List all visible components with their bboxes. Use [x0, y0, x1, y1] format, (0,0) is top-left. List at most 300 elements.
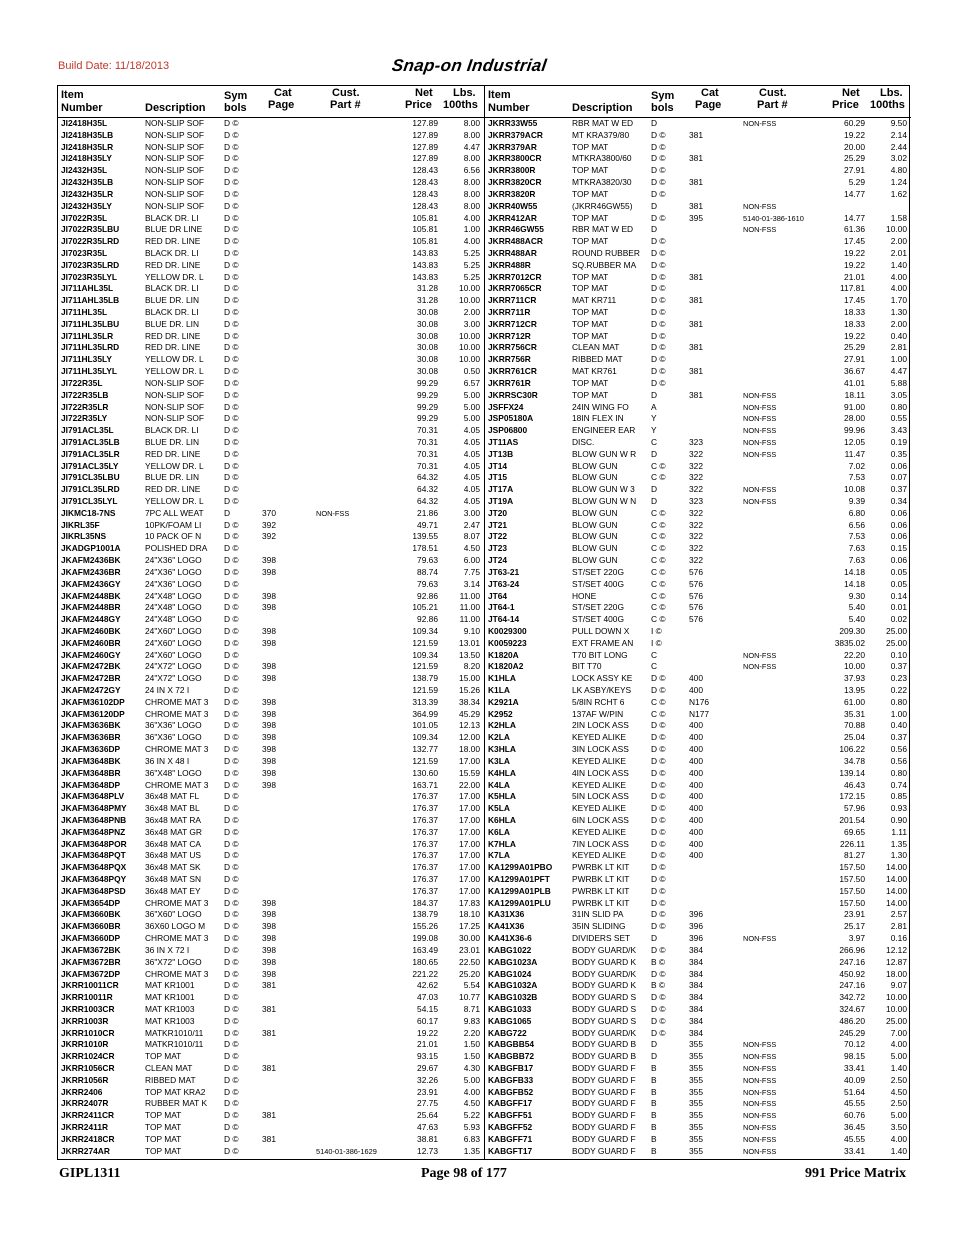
- net-price: 47.63: [417, 1122, 438, 1133]
- item-number: JKRR761R: [488, 377, 531, 388]
- description: 36x48 MAT RA: [145, 814, 202, 825]
- table-row: [58, 1028, 484, 1040]
- description: TOP MAT: [572, 141, 609, 152]
- table-row: [485, 165, 911, 177]
- item-number: JKAFM3672DP: [61, 968, 121, 979]
- symbols: D ©: [224, 850, 239, 861]
- footer-page-number: Page 98 of 177: [421, 1166, 507, 1181]
- net-price: 21.01: [844, 271, 865, 282]
- weight: 4.50: [463, 1098, 480, 1109]
- catalog-page: 355: [689, 1074, 703, 1085]
- item-number: JKAFM3672BR: [61, 956, 121, 967]
- item-number: JKRRSC30R: [488, 389, 538, 400]
- item-number: JI7023R35LRD: [61, 259, 120, 270]
- weight: 2.57: [890, 909, 907, 920]
- customer-part: NON-FSS: [743, 1123, 777, 1133]
- description: CLEAN MAT: [145, 1063, 193, 1073]
- net-price: 176.37: [412, 814, 438, 825]
- description: KEYED ALIKE: [572, 779, 626, 790]
- catalog-page: 400: [689, 755, 703, 766]
- catalog-page: 398: [262, 968, 276, 979]
- table-row: [485, 531, 911, 543]
- net-price: 19.22: [844, 129, 865, 140]
- item-number: JI791ACL35LY: [61, 460, 119, 471]
- table-row: [485, 1063, 911, 1075]
- description: EXT FRAME AN: [572, 637, 634, 648]
- catalog-page: 381: [689, 389, 703, 400]
- symbols: D ©: [224, 555, 239, 566]
- weight: 4.47: [890, 366, 907, 377]
- symbols: D ©: [224, 968, 239, 979]
- net-price: 13.95: [844, 685, 865, 695]
- table-row: [58, 1016, 484, 1028]
- symbols: C: [651, 661, 658, 672]
- net-price: 139.55: [412, 531, 438, 542]
- net-price: 184.37: [412, 897, 438, 908]
- table-row: [58, 366, 484, 378]
- net-price: 12.05: [844, 436, 865, 447]
- item-number: JKAFM2448BR: [61, 602, 121, 613]
- description: 36x48 MAT EY: [145, 885, 201, 896]
- table-row: [58, 650, 484, 662]
- description: BLOW GUN: [572, 460, 618, 471]
- table-row: [58, 236, 484, 248]
- item-number: JKRR2406: [61, 1086, 103, 1097]
- description: 36x48 MAT FL: [145, 791, 200, 802]
- description: TOP MAT: [572, 283, 609, 294]
- weight: 11.00: [459, 614, 480, 625]
- table-row: [485, 177, 911, 189]
- customer-part: NON-FSS: [743, 1146, 777, 1156]
- table-row: [485, 1134, 911, 1146]
- table-row: [485, 815, 911, 827]
- net-price: 70.31: [417, 425, 438, 436]
- table-row: [485, 390, 911, 402]
- item-number: K6HLA: [488, 814, 516, 825]
- table-row: [58, 945, 484, 957]
- item-number: JKAFM3648PMY: [61, 803, 127, 814]
- symbols: D ©: [224, 283, 239, 294]
- catalog-page: N177: [689, 708, 710, 719]
- weight: 0.34: [890, 496, 907, 506]
- item-number: JKAFM3648PQX: [61, 862, 127, 873]
- catalog-page: 322: [689, 472, 703, 483]
- item-number: JSFFX24: [488, 401, 524, 412]
- table-row: [58, 425, 484, 437]
- table-row: [58, 390, 484, 402]
- net-price: 25.29: [844, 153, 865, 164]
- net-price: 127.89: [412, 129, 438, 140]
- symbols: D ©: [224, 1086, 239, 1097]
- description: RED DR. LINE: [145, 342, 201, 353]
- description: 24"X60" LOGO: [145, 625, 202, 636]
- weight: 0.06: [890, 519, 907, 530]
- description: MTKRA3800/60: [572, 153, 632, 164]
- net-price: 64.32: [417, 484, 438, 495]
- description: NON-SLIP SOF: [145, 153, 204, 164]
- table-row: [58, 213, 484, 225]
- description: MATKR1010/11: [145, 1027, 204, 1038]
- description: BODY GUARD/K: [572, 968, 637, 979]
- customer-part: NON-FSS: [743, 662, 777, 672]
- symbols: D: [651, 200, 658, 211]
- table-row: [485, 260, 911, 272]
- description: BLUE DR LINE: [145, 224, 203, 235]
- catalog-page: 322: [689, 531, 703, 542]
- symbols: D ©: [651, 318, 666, 329]
- description: NON-SLIP SOF: [145, 413, 204, 424]
- table-row: [58, 579, 484, 591]
- item-number: KABG1033: [488, 1003, 532, 1014]
- symbols: D ©: [224, 566, 239, 577]
- symbols: A: [651, 401, 657, 412]
- table-row: [485, 425, 911, 437]
- symbols: D ©: [651, 1003, 666, 1014]
- table-row: [485, 213, 911, 225]
- weight: 25.00: [886, 1015, 907, 1026]
- table-row: [485, 555, 911, 567]
- table-row: [485, 685, 911, 697]
- table-row: [58, 1075, 484, 1087]
- table-row: [58, 283, 484, 295]
- description: 36X60 LOGO M: [145, 921, 206, 932]
- header-bols: bols: [651, 102, 674, 114]
- table-row: [58, 378, 484, 390]
- symbols: D ©: [224, 874, 239, 884]
- table-row: [485, 461, 911, 473]
- item-number: JKRR3820CR: [488, 177, 542, 188]
- symbols: D ©: [651, 283, 666, 294]
- description: RED DR. LINE: [145, 330, 201, 341]
- net-price: 79.63: [417, 555, 438, 566]
- net-price: 128.43: [412, 200, 438, 211]
- weight: 1.40: [890, 259, 907, 270]
- symbols: C ©: [651, 696, 666, 707]
- item-number: K5LA: [488, 803, 510, 814]
- weight: 17.00: [459, 814, 480, 825]
- table-row: [485, 496, 911, 508]
- table-row: [485, 945, 911, 957]
- table-row: [485, 413, 911, 425]
- weight: 17.00: [459, 862, 480, 873]
- description: YELLOW DR. L: [145, 354, 204, 365]
- net-price: 30.08: [417, 307, 438, 317]
- item-number: JKRR488ACR: [488, 236, 543, 247]
- table-row: [485, 543, 911, 555]
- symbols: B: [651, 1074, 657, 1085]
- description: BODY GUARD F: [572, 1086, 636, 1097]
- item-number: JI2418H35LR: [61, 141, 114, 152]
- catalog-page: 398: [262, 944, 276, 955]
- table-row: [485, 189, 911, 201]
- item-number: KABGBB54: [488, 1039, 535, 1050]
- net-price: 6.56: [848, 519, 865, 530]
- catalog-page: 398: [262, 590, 276, 601]
- symbols: Y: [651, 425, 657, 436]
- net-price: 17.45: [844, 236, 865, 247]
- weight: 0.56: [890, 744, 907, 755]
- catalog-page: 381: [689, 271, 703, 282]
- net-price: 99.29: [417, 401, 438, 412]
- weight: 17.00: [459, 826, 480, 837]
- symbols: D ©: [224, 330, 239, 341]
- net-price: 21.01: [417, 1039, 438, 1050]
- net-price: 121.59: [412, 755, 438, 766]
- weight: 2.44: [890, 141, 907, 152]
- item-number: KA41X36: [488, 921, 525, 932]
- symbols: D ©: [224, 496, 239, 506]
- net-price: 3835.02: [834, 637, 865, 648]
- description: TOP MAT: [145, 1145, 182, 1156]
- right-column: [485, 86, 911, 1159]
- catalog-page: 396: [689, 909, 703, 920]
- table-row: [485, 472, 911, 484]
- item-number: JKAFM3648PNB: [61, 814, 127, 825]
- catalog-page: 395: [689, 212, 703, 223]
- catalog-page: 400: [689, 850, 703, 861]
- item-number: JI7022R35LBU: [61, 224, 120, 235]
- description: (JKRR46GW55): [572, 200, 633, 211]
- weight: 12.00: [459, 732, 480, 743]
- item-number: JKRR1010CR: [61, 1027, 115, 1038]
- item-number: JSP06800: [488, 425, 528, 436]
- weight: 17.00: [459, 838, 480, 849]
- left-column: [58, 86, 484, 1159]
- catalog-page: 384: [689, 1003, 703, 1014]
- weight: 1.40: [890, 1063, 907, 1073]
- table-row: [58, 248, 484, 260]
- item-number: JKAFM3660BR: [61, 921, 121, 932]
- description: NON-SLIP SOF: [145, 188, 204, 199]
- catalog-page: 576: [689, 578, 703, 589]
- symbols: D ©: [224, 307, 239, 317]
- description: BLUE DR. LIN: [145, 472, 199, 483]
- header-sym: Sym: [651, 90, 675, 102]
- item-number: JI7022R35L: [61, 212, 108, 223]
- item-number: JI722R35LR: [61, 401, 109, 412]
- weight: 5.25: [463, 271, 480, 282]
- item-number: JKAFM36120DP: [61, 708, 125, 719]
- customer-part: NON-FSS: [743, 414, 777, 424]
- table-header: [485, 86, 911, 118]
- net-price: 199.08: [412, 933, 438, 944]
- item-number: K1820A2: [488, 661, 524, 672]
- table-row: [485, 1039, 911, 1051]
- net-price: 7.53: [848, 531, 865, 542]
- catalog-page: 398: [262, 956, 276, 967]
- table-row: [485, 886, 911, 898]
- symbols: D ©: [224, 247, 239, 258]
- table-row: [485, 508, 911, 520]
- item-number: JKRR488R: [488, 259, 531, 270]
- net-price: 450.92: [839, 968, 865, 979]
- net-price: 324.67: [839, 1003, 865, 1014]
- net-price: 27.91: [844, 354, 865, 365]
- net-price: 70.31: [417, 436, 438, 447]
- weight: 1.35: [890, 838, 907, 849]
- symbols: D ©: [224, 602, 239, 613]
- table-row: [485, 602, 911, 614]
- weight: 17.00: [459, 874, 480, 884]
- header-price: Price: [405, 99, 432, 111]
- symbols: D ©: [224, 814, 239, 825]
- table-row: [58, 472, 484, 484]
- table-row: [485, 980, 911, 992]
- table-row: [58, 1087, 484, 1099]
- symbols: B ©: [651, 980, 666, 991]
- weight: 17.83: [459, 897, 480, 908]
- catalog-page: 381: [689, 366, 703, 377]
- table-row: [485, 1004, 911, 1016]
- customer-part: NON-FSS: [743, 1087, 777, 1097]
- description: 24"X36" LOGO: [145, 555, 202, 566]
- weight: 4.50: [463, 543, 480, 554]
- symbols: D ©: [224, 271, 239, 282]
- symbols: D ©: [651, 803, 666, 814]
- weight: 5.00: [463, 401, 480, 412]
- weight: 0.37: [890, 661, 907, 672]
- description: BLOW GUN W R: [572, 448, 637, 459]
- table-row: [485, 673, 911, 685]
- symbols: D ©: [224, 732, 239, 743]
- weight: 25.20: [459, 968, 480, 979]
- net-price: 79.63: [417, 578, 438, 589]
- symbols: D ©: [224, 212, 239, 223]
- description: BODY GUARD/K: [572, 1027, 637, 1038]
- item-number: JT19A: [488, 496, 514, 506]
- symbols: D ©: [224, 531, 239, 542]
- table-row: [485, 307, 911, 319]
- symbols: D ©: [224, 1122, 239, 1133]
- net-price: 25.64: [417, 1110, 438, 1121]
- header-lbs: Lbs.: [880, 87, 903, 99]
- description: RUBBER MAT K: [145, 1098, 208, 1109]
- net-price: 64.32: [417, 496, 438, 506]
- header-bols: bols: [224, 102, 247, 114]
- item-number: KABGFB33: [488, 1074, 534, 1085]
- catalog-page: 400: [689, 767, 703, 778]
- catalog-page: 381: [262, 1027, 276, 1038]
- catalog-page: 381: [262, 1133, 276, 1144]
- catalog-page: 398: [262, 897, 276, 908]
- item-number: JKRR7065CR: [488, 283, 542, 294]
- table-row: [58, 780, 484, 792]
- item-number: JT22: [488, 531, 508, 542]
- customer-part: NON-FSS: [743, 1134, 777, 1144]
- symbols: D: [651, 224, 658, 235]
- symbols: D ©: [651, 354, 666, 365]
- item-number: K2921A: [488, 696, 519, 707]
- table-row: [58, 815, 484, 827]
- item-number: K1HLA: [488, 673, 516, 684]
- item-number: JI791CL35LYL: [61, 496, 118, 506]
- description: 36"X60" LOGO: [145, 909, 202, 920]
- weight: 17.25: [459, 921, 480, 932]
- table-row: [58, 260, 484, 272]
- description: KEYED ALIKE: [572, 755, 626, 766]
- symbols: B: [651, 1145, 657, 1156]
- weight: 5.00: [463, 413, 480, 424]
- table-row: [485, 354, 911, 366]
- catalog-page: 322: [689, 519, 703, 530]
- net-price: 33.41: [844, 1063, 865, 1073]
- description: CHROME MAT 3: [145, 744, 209, 755]
- item-number: JKRR10011CR: [61, 980, 119, 991]
- header-part: Part #: [757, 99, 788, 111]
- item-number: JKRR2411R: [61, 1122, 109, 1133]
- weight: 5.54: [463, 980, 480, 991]
- net-price: 7.63: [848, 555, 865, 566]
- catalog-page: 398: [262, 673, 276, 684]
- header-price: Price: [832, 99, 859, 111]
- item-number: JT63-24: [488, 578, 520, 589]
- symbols: D ©: [224, 1110, 239, 1121]
- catalog-page: 398: [262, 555, 276, 566]
- item-number: KA1299A01PLU: [488, 897, 551, 908]
- weight: 9.07: [890, 980, 907, 991]
- net-price: 105.81: [412, 224, 438, 235]
- description: CHROME MAT 3: [145, 897, 209, 908]
- item-number: KABGFF52: [488, 1122, 533, 1133]
- table-row: [58, 543, 484, 555]
- item-number: JKRR488AR: [488, 247, 537, 258]
- description: ST/SET 400G: [572, 578, 624, 589]
- table-row: [485, 921, 911, 933]
- description: CHROME MAT 3: [145, 933, 209, 944]
- symbols: D ©: [224, 649, 239, 660]
- weight: 3.00: [463, 318, 480, 329]
- symbols: D ©: [224, 472, 239, 483]
- description: 36"X48" LOGO: [145, 767, 202, 778]
- description: 36x48 MAT BL: [145, 803, 200, 814]
- item-number: JKRR274AR: [61, 1145, 110, 1156]
- net-price: 247.16: [839, 956, 865, 967]
- symbols: D ©: [224, 614, 239, 625]
- weight: 1.00: [890, 354, 907, 365]
- description: BLACK DR. LI: [145, 425, 199, 436]
- description: BODY GUARD F: [572, 1122, 636, 1133]
- item-number: JKAFM2460GY: [61, 649, 121, 660]
- catalog-page: 381: [689, 342, 703, 353]
- symbols: D ©: [651, 944, 666, 955]
- net-price: 172.15: [839, 791, 865, 802]
- symbols: D ©: [224, 543, 239, 554]
- symbols: D: [651, 1039, 658, 1050]
- table-row: [485, 1122, 911, 1134]
- description: BLOW GUN: [572, 472, 618, 483]
- table-row: [58, 153, 484, 165]
- description: TOP MAT: [145, 1133, 182, 1144]
- net-price: 45.55: [844, 1098, 865, 1109]
- symbols: D ©: [651, 366, 666, 377]
- item-number: KABGFB17: [488, 1063, 534, 1073]
- symbols: Y: [651, 413, 657, 424]
- item-number: K7LA: [488, 850, 510, 861]
- symbols: D ©: [224, 590, 239, 601]
- weight: 10.00: [886, 1003, 907, 1014]
- table-row: [485, 567, 911, 579]
- item-number: K0059223: [488, 637, 527, 648]
- catalog-page: 355: [689, 1051, 703, 1062]
- symbols: D: [224, 507, 231, 518]
- item-number: JI711HL35LRD: [61, 342, 120, 353]
- net-price: 98.15: [844, 1051, 865, 1062]
- description: 2IN LOCK ASS: [572, 720, 629, 731]
- catalog-page: 398: [262, 732, 276, 743]
- weight: 45.29: [459, 708, 480, 719]
- description: BODY GUARD B: [572, 1039, 637, 1050]
- table-row: [58, 791, 484, 803]
